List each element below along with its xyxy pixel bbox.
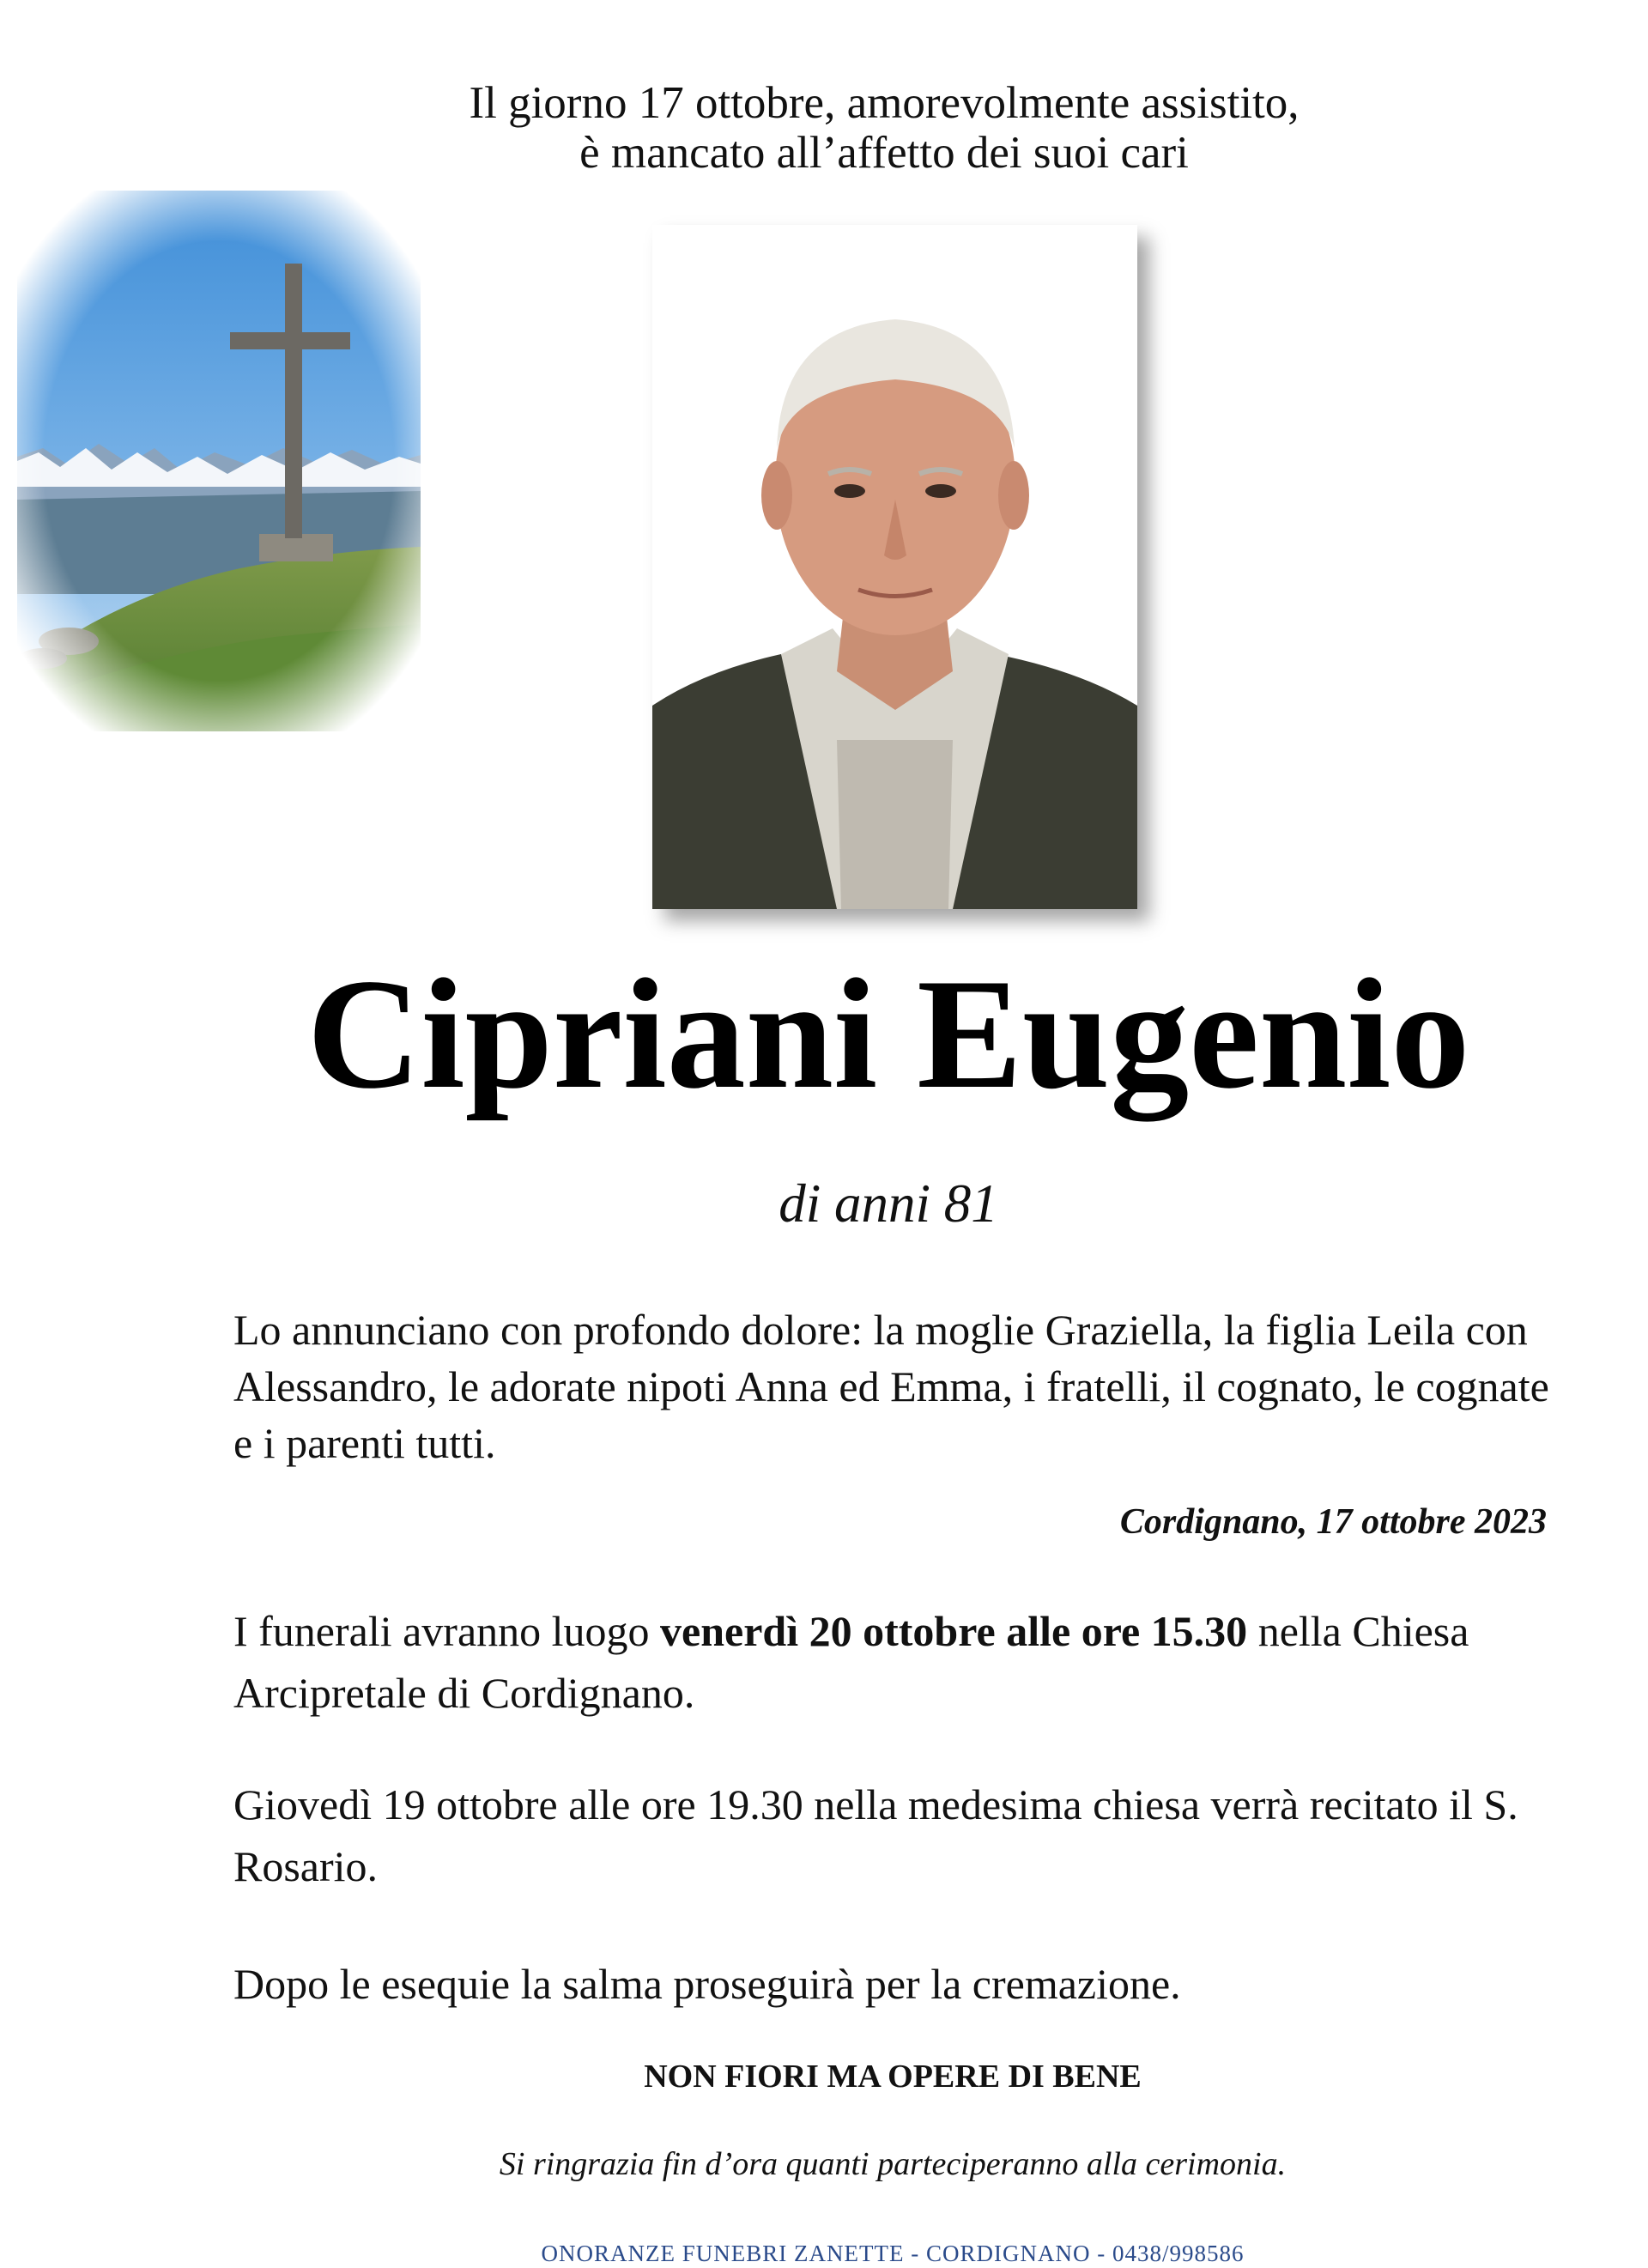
funeral-suffix: nella Chiesa Arcipretale di Cordignano. bbox=[233, 1607, 1469, 1717]
intro-line-1: Il giorno 17 ottobre, amorevolmente assistito, bbox=[469, 78, 1300, 128]
cremation-info: Dopo le esequie la salma proseguirà per la cremazione. bbox=[233, 1960, 1181, 2008]
deceased-age: di anni 81 bbox=[779, 1173, 998, 1234]
mountain-cross-image bbox=[17, 191, 421, 731]
intro-line-2: è mancato all’affetto dei suoi cari bbox=[579, 128, 1189, 178]
portrait-image bbox=[652, 225, 1137, 909]
place-date: Cordignano, 17 ottobre 2023 bbox=[1119, 1502, 1547, 1542]
funeral-prefix: I funerali avranno luogo bbox=[233, 1607, 661, 1655]
no-flowers-note: NON FIORI MA OPERE DI BENE bbox=[644, 2059, 1142, 2095]
funeral-home-footer: ONORANZE FUNEBRI ZANETTE - CORDIGNANO - 0438/998586 bbox=[541, 2241, 1245, 2266]
funeral-datetime: venerdì 20 ottobre alle ore 15.30 bbox=[660, 1607, 1248, 1655]
thanks-note: Si ringrazia fin d’ora quanti parteciperanno alla cerimonia. bbox=[499, 2146, 1287, 2182]
deceased-name: Cipriani Eugenio bbox=[306, 946, 1470, 1121]
announcement-text: Lo annunciano con profondo dolore: la moglie Graziella, la figlia Leila con Alessandro, le adorate nipoti Anna ed Emma, i fratelli, il cognato, le cognate e i parenti tutti. bbox=[233, 1306, 1549, 1467]
rosary-info: Giovedì 19 ottobre alle ore 19.30 nella medesima chiesa verrà recitato il S. Rosario. bbox=[233, 1780, 1518, 1890]
funeral-info bbox=[233, 1600, 1572, 1724]
